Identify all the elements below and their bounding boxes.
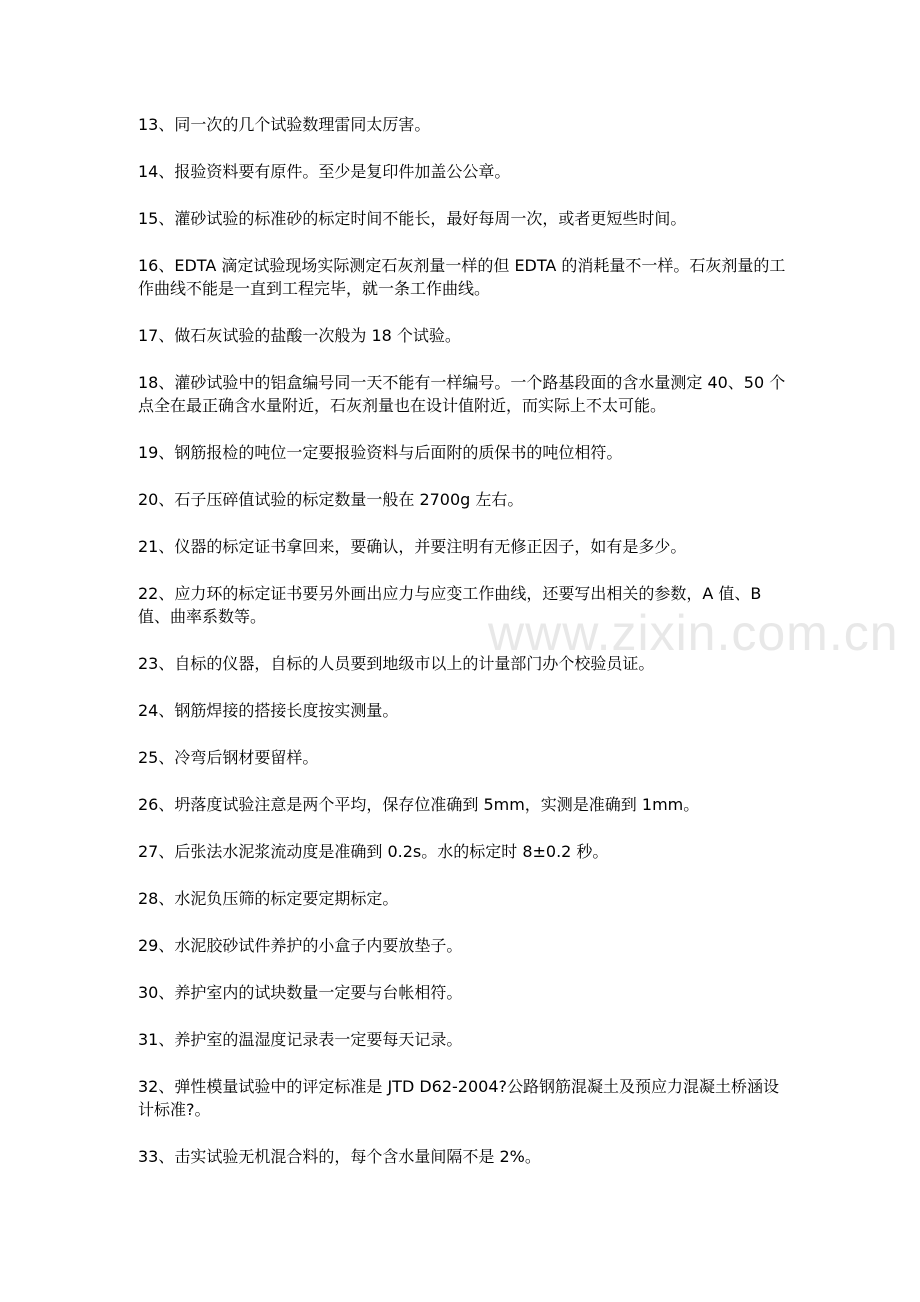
item-list <box>138 113 788 1192</box>
list-item: 30、养护室内的试块数量一定要与台帐相符。 <box>138 983 463 1002</box>
list-item: 33、击实试验无机混合料的，每个含水量间隔不是 2%。 <box>138 1147 541 1166</box>
list-item: 25、冷弯后钢材要留样。 <box>138 748 319 767</box>
list-item: 32、弹性模量试验中的评定标准是 JTD D62-2004?公路钢筋混凝土及预应力混凝土桥涵设计标准?。 <box>138 1077 780 1119</box>
watermark: www.zixin.com.cn <box>488 605 899 661</box>
list-item: 17、做石灰试验的盐酸一次般为 18 个试验。 <box>138 326 461 345</box>
list-item: 20、石子压碎值试验的标定数量一般在 2700g 左右。 <box>138 490 524 509</box>
list-item: 31、养护室的温湿度记录表一定要每天记录。 <box>138 1030 463 1049</box>
list-item: 22、应力环的标定证书要另外画出应力与应变工作曲线，还要写出相关的参数，A 值、B 值、曲率系数等。 <box>138 584 762 626</box>
list-item: 18、灌砂试验中的铝盒编号同一天不能有一样编号。一个路基段面的含水量测定 40、50 个点全在最正确含水量附近，石灰剂量也在设计值附近，而实际上不太可能。 <box>138 373 786 415</box>
list-item: 14、报验资料要有原件。至少是复印件加盖公公章。 <box>138 162 511 181</box>
list-item: 26、坍落度试验注意是两个平均，保存位准确到 5mm，实测是准确到 1mm。 <box>138 795 700 814</box>
list-item: 16、EDTA 滴定试验现场实际测定石灰剂量一样的但 EDTA 的消耗量不一样。石灰剂量的工作曲线不能是一直到工程完毕，就一条工作曲线。 <box>138 256 786 298</box>
list-item: 19、钢筋报检的吨位一定要报验资料与后面附的质保书的吨位相符。 <box>138 443 623 462</box>
list-item: 15、灌砂试验的标准砂的标定时间不能长，最好每周一次，或者更短些时间。 <box>138 209 687 228</box>
list-item: 24、钢筋焊接的搭接长度按实测量。 <box>138 701 399 720</box>
list-item: 28、水泥负压筛的标定要定期标定。 <box>138 889 399 908</box>
list-item: 13、同一次的几个试验数理雷同太厉害。 <box>138 115 431 134</box>
list-item: 27、后张法水泥浆流动度是准确到 0.2s。水的标定时 8±0.2 秒。 <box>138 842 609 861</box>
list-item: 21、仪器的标定证书拿回来，要确认，并要注明有无修正因子，如有是多少。 <box>138 537 687 556</box>
list-item: 29、水泥胶砂试件养护的小盒子内要放垫子。 <box>138 936 463 955</box>
list-item: 23、自标的仪器，自标的人员要到地级市以上的计量部门办个校验员证。 <box>138 654 655 673</box>
